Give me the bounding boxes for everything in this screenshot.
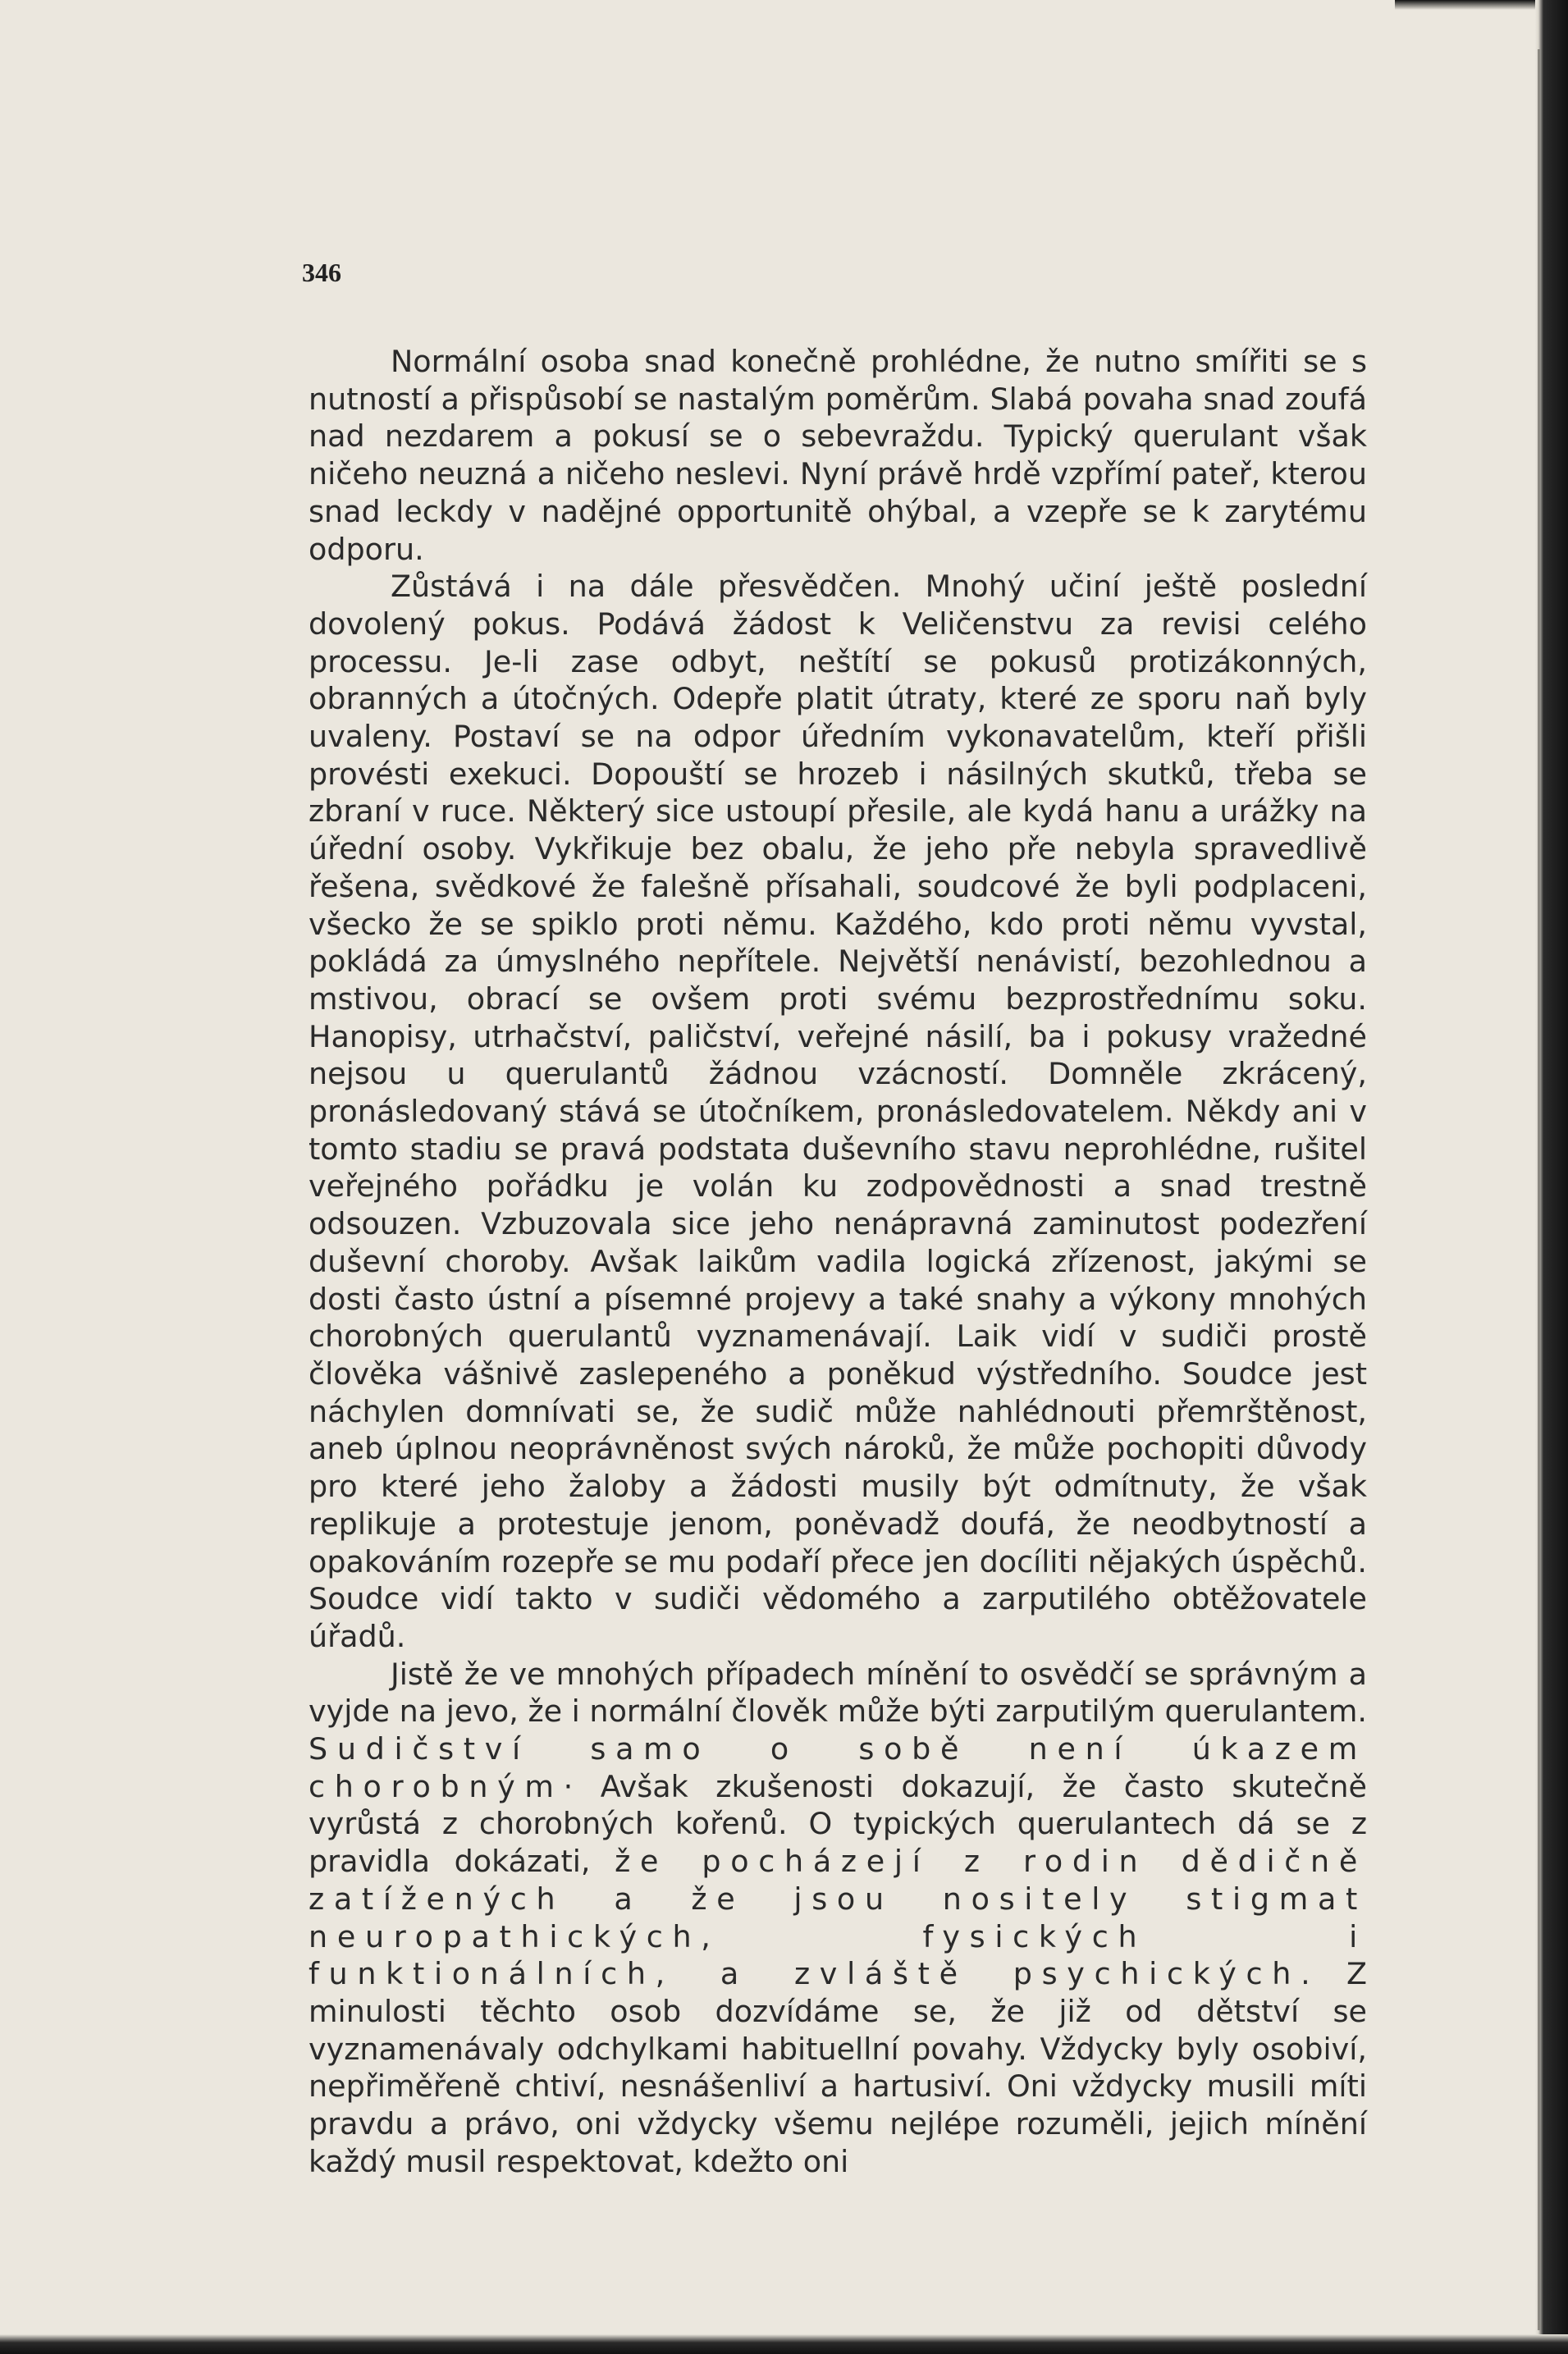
paragraph-1: Normální osoba snad konečně prohlédne, že nutno smířiti se s nutností a přispůsobí se nastalým poměrům. Slabá povaha snad zoufá nad nezdarem a pokusí se o sebevraždu. Typický querulant však ničeho neuzná a ničeho neslevi. Nyní právě hrdě vzpřímí pateř, kterou snad leckdy v nadějné opportunitě ohýbal, a vzepře se k zarytému odporu. bbox=[309, 344, 1367, 567]
page-fold-line bbox=[1538, 49, 1540, 2330]
scan-edge-bottom bbox=[0, 2334, 1568, 2354]
paragraph-3-part-2: · Avšak zkušenosti dokazují, že často skutečně vyrůstá z chorobných kořenů. O typických querulantech dá se z pravidla dokázati, bbox=[309, 1768, 1367, 1880]
spaced-emphasis-2: že pocházejí z rodin dědičně zatížených a že jsou nositely stigmat neuropathických, fysických i funktionálních, a zvláště psychických bbox=[309, 1844, 1367, 1992]
paragraph-3 bbox=[309, 1656, 1367, 2181]
paragraph-2: Zůstává i na dále přesvědčen. Mnohý učiní ještě poslední dovolený pokus. Podává žádost k Veličenstvu za revisi celého processu. Je-li zase odbyt, neštítí se pokusů protizákonných, obranných a útočných. Odepře platit útraty, které ze sporu naň byly uvaleny. Postaví se na odpor úředním vykonavatelům, kteří přišli provésti exekuci. Dopouští se hrozeb i násilných skutků, třeba se zbraní v ruce. Některý sice ustoupí přesile, ale kydá hanu a urážky na úřední osoby. Vykřikuje bez obalu, že jeho pře nebyla spravedlivě řešena, svědkové že falešně přísahali, soudcové že byli podplaceni, všecko že se spiklo proti němu. Každého, kdo proti němu vyvstal, pokládá za úmyslného nepřítele. Největší nenávistí, bezohlednou a mstivou, obrací se ovšem proti svému bezprostřednímu soku. Hanopisy, utrhačství, paličství, veřejné násilí, ba i pokusy vražedné nejsou u querulantů žádnou vzácností. Domněle zkrácený, pronásledovaný stává se útočníkem, pronásledovatelem. Někdy ani v tomto stadiu se pravá podstata duševního stavu neprohlédne, rušitel veřejného pořádku je volán ku zodpovědnosti a snad trestně odsouzen. Vzbuzovala sice jeho nenápravná zaminutost podezření duševní choroby. Avšak laikům vadila logická zřízenost, jakými se dosti často ústní a písemné projevy a také snahy a výkony mnohých chorobných querulantů vyznamenávají. Laik vidí v sudiči prostě člověka vášnivě zaslepeného a poněkud výstředního. Soudce jest náchylen domnívati se, že sudič může nahlédnouti přemrštěnost, aneb úplnou neoprávněnost svých nároků, že může pochopiti důvody pro které jeho žaloby a žádosti musily být odmítnuty, že však replikuje a protestuje jenom, poněvadž doufá, že neodbytností a opakováním rozepře se mu podaří přece jen docíliti nějakých úspěchů. Soudce vidí takto v sudiči vědomého a zarputilého obtěžovatele úřadů. bbox=[309, 569, 1367, 1654]
paragraph-3-part-3: . Z minulosti těchto osob dozvídáme se, že již od dětství se vyznamenávaly odchylkami habituellní povahy. Vždycky byly osobiví, nepřiměřeně chtiví, nesnášenliví a hartusiví. Oni vždycky musili míti pravdu a právo, oni vždycky všemu nejlépe rozuměli, jejich mínění každý musil respektovat, kdežto oni bbox=[309, 1956, 1367, 2179]
spaced-emphasis-1: Sudičství samo o sobě není úkazem chorobným bbox=[309, 1731, 1367, 1804]
paragraph-3-part-1: Jistě že ve mnohých případech mínění to osvědčí se správným a vyjde na jevo, že i normální člověk může býti zarputilým querulantem. bbox=[309, 1656, 1367, 1730]
scan-edge-right bbox=[1535, 0, 1568, 2354]
page-number: 346 bbox=[302, 258, 341, 287]
body-text bbox=[309, 343, 1367, 2180]
